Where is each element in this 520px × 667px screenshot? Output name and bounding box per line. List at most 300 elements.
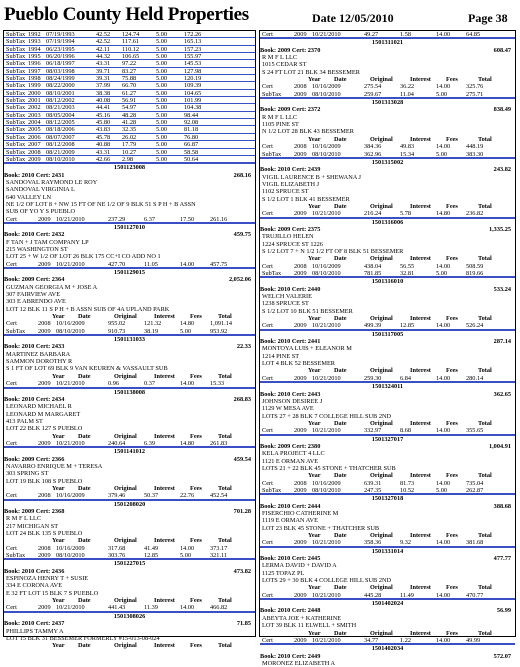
subtax-cell: 08/21/2003 <box>46 104 75 112</box>
cert-cell: 639.31 <box>364 479 382 487</box>
record-amount: 608.47 <box>493 46 511 54</box>
cert-cell: 11.05 <box>144 260 158 268</box>
certificate-values-row <box>260 83 515 90</box>
column-header-label: Year <box>52 597 65 605</box>
certificate-row <box>260 375 515 382</box>
cert-cell: 14.80 <box>436 210 451 218</box>
subtax-row <box>4 97 255 104</box>
column-header-label: Total <box>478 255 492 263</box>
owner-legal-line: MONTOYA LUIS + ELEANOR M <box>262 345 352 353</box>
column-header-label: Original <box>370 202 393 210</box>
subtax-row <box>4 46 255 53</box>
cert-cell: 427.70 <box>108 260 126 268</box>
cert-cell: Cert <box>6 260 17 268</box>
owner-legal-line: S 1/2 LOT 1 BLK 41 BESSEMER <box>262 195 350 203</box>
cert-cell: 10/21/2010 <box>56 215 85 223</box>
parcel-number: 1501327017 <box>260 435 515 443</box>
cert-cell: 0.96 <box>108 380 120 388</box>
owner-legal-line: NAVARRO ENRIQUE M + TERESA <box>6 462 103 470</box>
cert-cell: 910.73 <box>108 327 126 335</box>
column-header-label: Date <box>334 255 347 263</box>
column-header-label: Total <box>478 532 492 540</box>
column-header-label: Date <box>334 584 347 592</box>
column-header-label: Date <box>334 202 347 210</box>
cert-cell: 362.96 <box>364 150 382 158</box>
subtax-cell: 08/12/2005 <box>46 119 75 127</box>
owner-legal-line: S 24 FT LOT 21 BLK 34 BESSEMER <box>262 68 360 76</box>
column-header-label: Date <box>334 419 347 427</box>
subtax-cell: 06/20/1996 <box>46 53 75 61</box>
parcel-number: 1501315002 <box>260 158 515 166</box>
cert-cell: 14.00 <box>436 539 451 547</box>
subtax-cell: 106.65 <box>122 53 140 61</box>
column-header-label: Fees <box>190 372 202 380</box>
owner-legal-line: R M F L LLC <box>262 54 298 62</box>
cert-cell: 14.00 <box>436 83 451 91</box>
cert-cell: 11.04 <box>400 90 414 98</box>
subtax-row <box>4 68 255 75</box>
column-header-label: Fees <box>190 432 202 440</box>
cert-cell: 14.00 <box>436 374 451 382</box>
column-header-label: Total <box>478 135 492 143</box>
column-header-label: Date <box>334 472 347 480</box>
owner-legal-line: S 1/2 LOT 7 + N 1/2 1/2 FT OF 8 BLK 51 BESSEMER <box>262 247 404 255</box>
cert-cell: 508.59 <box>466 262 484 270</box>
subtax-cell: 06/23/1995 <box>46 45 75 53</box>
book-cert-label: Book: 2010 Cert: 2434 <box>4 395 65 403</box>
cert-cell: 49.83 <box>400 143 415 151</box>
column-header-label: Date <box>334 629 347 637</box>
cert-cell: Cert <box>262 83 273 91</box>
cert-cell: 6.39 <box>144 439 156 447</box>
subtax-cell: SubTax <box>6 67 26 75</box>
cert-cell: 438.04 <box>364 262 382 270</box>
cert-cell: 2009 <box>294 486 307 494</box>
book-cert-line <box>260 653 515 660</box>
cert-cell: 10/21/2010 <box>56 604 85 612</box>
cert-cell: 2009 <box>294 539 307 547</box>
cert-cell: 303.76 <box>108 552 126 560</box>
book-cert-line <box>4 568 255 575</box>
cert-cell: 5.00 <box>180 552 192 560</box>
subtax-cell: 43.83 <box>96 126 111 134</box>
subtax-cell: 157.23 <box>184 45 202 53</box>
subtax-cell: 5.00 <box>156 119 168 127</box>
subtax-cell: SubTax <box>6 45 26 53</box>
book-cert-label: Book: 2010 Cert: 2444 <box>260 502 321 510</box>
book-cert-line <box>4 456 255 463</box>
cert-cell: 12.85 <box>144 552 159 560</box>
cert-cell: 470.77 <box>466 591 484 599</box>
cert-cell: 08/10/2010 <box>312 150 341 158</box>
owner-legal-line: KELA PROJECT 4 LLC <box>262 450 325 458</box>
owner-legal-line: WELCH VALERIE <box>262 293 312 301</box>
subtax-cell: 92.08 <box>184 119 199 127</box>
cert-cell: 10/16/2009 <box>312 143 341 151</box>
subtax-cell: 127.98 <box>184 67 202 75</box>
column-header-label: Fees <box>446 532 458 540</box>
parcel-number: 1501324011 <box>260 382 515 390</box>
owner-legal-line: 1129 W MESA AVE <box>262 405 314 413</box>
subtax-cell: 5.00 <box>156 126 168 134</box>
owner-legal-line: S 1/2 LOT 10 BLK 51 BESSEMER <box>262 307 353 315</box>
subtax-cell: 1994 <box>28 45 41 53</box>
column-header-label: Total <box>218 432 232 440</box>
certificate-row <box>260 151 515 158</box>
subtax-cell: 08/18/2006 <box>46 126 75 134</box>
parcel-number: 1501313028 <box>260 98 515 106</box>
subtax-cell: SubTax <box>6 104 26 112</box>
owner-legal-line: LOTS 21 + 22 BLK 45 STONE + THATCHER SUB <box>262 464 396 472</box>
column-header-label: Original <box>370 472 393 480</box>
cert-cell: 2009 <box>294 322 307 330</box>
certificate-row <box>260 91 515 98</box>
subtax-cell: 08/10/2010 <box>46 155 75 163</box>
cert-cell: 2008 <box>38 320 51 328</box>
parcel-number: 1501311021 <box>260 38 515 46</box>
column-header-label: Fees <box>446 315 458 323</box>
column-header-label: Interest <box>154 313 175 321</box>
owner-legal-line: GUZMAN GEORGIA M + JOSE A <box>6 283 98 291</box>
cert-cell: 452.54 <box>210 492 228 500</box>
column-header-row <box>260 76 515 83</box>
cert-cell: 5.00 <box>436 270 448 277</box>
subtax-cell: 44.32 <box>96 53 111 61</box>
cert-cell: 08/10/2010 <box>312 486 341 494</box>
cert-cell: 10/16/2009 <box>312 262 341 270</box>
cert-cell: 457.75 <box>210 260 228 268</box>
cert-cell: 10/16/2009 <box>312 479 341 487</box>
book-cert-line <box>4 172 255 179</box>
subtax-cell: SubTax <box>6 53 26 61</box>
column-header-label: Original <box>114 597 137 605</box>
subtax-cell: 44.41 <box>96 104 111 112</box>
subtax-cell: 98.44 <box>184 111 199 119</box>
owner-legal-line: 303 E ABRENDO AVE <box>6 298 66 306</box>
record-amount: 1,004.91 <box>488 442 511 450</box>
record-amount: 473.82 <box>233 567 251 575</box>
column-header-label: Year <box>308 367 321 375</box>
subtax-cell: 39.71 <box>96 67 111 75</box>
owner-legal-line: F TAN + J TAM COMPANY LP <box>6 238 89 246</box>
cert-cell: 49.27 <box>364 31 379 38</box>
column-header-row <box>260 420 515 427</box>
owner-legal-line: LOT 4 BLK 52 BESSEMER <box>262 360 336 368</box>
report-date: Date 12/05/2010 <box>312 11 394 25</box>
parcel-number: 1501141012 <box>4 447 255 455</box>
subtax-cell: 56.91 <box>122 97 137 105</box>
parcel-number: 1501131033 <box>4 335 255 343</box>
parcel-number: 1501227015 <box>4 559 255 567</box>
cert-cell: 332.97 <box>364 427 382 435</box>
cert-cell: 32.81 <box>400 270 415 277</box>
left-column-content <box>4 31 255 650</box>
subtax-cell: SubTax <box>6 82 26 90</box>
column-header-label: Interest <box>154 484 175 492</box>
subtax-cell: SubTax <box>6 75 26 83</box>
column-header-label: Interest <box>410 472 431 480</box>
cert-cell: 34.77 <box>364 636 379 644</box>
column-header-label: Fees <box>446 584 458 592</box>
column-header-label: Original <box>114 642 137 650</box>
owner-legal-line: LOT 24 BLK 135 S PUEBLO <box>6 530 83 538</box>
cert-cell: Cert <box>6 215 17 223</box>
subtax-cell: 17.79 <box>122 141 137 149</box>
subtax-cell: 39.31 <box>96 75 111 83</box>
cert-cell: 6.84 <box>400 374 412 382</box>
column-header-label: Original <box>370 367 393 375</box>
subtax-cell: 120.19 <box>184 75 202 83</box>
subtax-cell: SubTax <box>6 111 26 119</box>
certificate-row <box>4 552 255 559</box>
subtax-cell: SubTax <box>6 89 26 97</box>
subtax-cell: 58.58 <box>184 148 199 156</box>
cert-cell: 6.37 <box>144 215 156 223</box>
subtax-row <box>4 104 255 111</box>
subtax-cell: 40.88 <box>96 141 111 149</box>
column-header-label: Fees <box>446 135 458 143</box>
column-header-label: Date <box>78 313 91 321</box>
cert-cell: 5.00 <box>180 327 192 335</box>
cert-cell: 10/21/2010 <box>312 31 341 38</box>
cert-cell: 261.83 <box>210 439 228 447</box>
subtax-cell: 5.00 <box>156 111 168 119</box>
cert-cell: 10/16/2009 <box>312 83 341 91</box>
cert-cell: Cert <box>262 591 273 599</box>
book-cert-line <box>260 338 515 345</box>
book-cert-label: Book: 2009 Cert: 2366 <box>4 455 65 463</box>
subtax-cell: SubTax <box>6 148 26 156</box>
cert-cell: 8.68 <box>400 427 412 435</box>
cert-cell: 499.39 <box>364 322 382 330</box>
column-header-row <box>4 433 255 440</box>
column-header-label: Total <box>478 315 492 323</box>
cert-cell: 2009 <box>38 260 51 268</box>
certificate-row <box>260 539 515 546</box>
subtax-cell: 101.99 <box>184 97 202 105</box>
parcel-number: 1501308026 <box>4 612 255 620</box>
subtax-cell: 10.27 <box>122 148 137 156</box>
cert-cell: 10/16/2009 <box>56 320 85 328</box>
column-header-label: Interest <box>410 315 431 323</box>
column-header-row <box>260 532 515 539</box>
owner-legal-line: 334 E CORONA AVE <box>6 582 63 590</box>
book-cert-label: Book: 2010 Cert: 2443 <box>260 390 321 398</box>
cert-cell: Cert <box>6 439 17 447</box>
owner-legal-line: FISERCHIO CATHERINE M <box>262 510 339 517</box>
cert-cell: 08/10/2010 <box>312 90 341 98</box>
owner-legal-line: 1125 TOPAZ PL <box>262 569 305 577</box>
subtax-cell: 42.66 <box>96 155 111 163</box>
certificate-row <box>4 604 255 611</box>
column-header-label: Year <box>52 432 65 440</box>
column-header-label: Year <box>308 532 321 540</box>
cert-cell: Cert <box>262 143 273 151</box>
page-number: Page 38 <box>468 11 508 25</box>
cert-cell: 49.99 <box>466 636 481 644</box>
cert-cell: 466.82 <box>210 604 228 612</box>
subtax-row <box>4 53 255 60</box>
certificate-row <box>4 380 255 387</box>
column-header-label: Total <box>478 472 492 480</box>
subtax-cell: 43.31 <box>96 60 111 68</box>
cert-cell: 10/21/2010 <box>312 636 341 644</box>
cert-cell: 14.80 <box>180 320 195 328</box>
subtax-row <box>4 90 255 97</box>
book-cert-label: Book: 2010 Cert: 2436 <box>4 567 65 575</box>
owner-legal-line: LOT 25 + W 1/2 OF LOT 26 BLK 175 CC+I CO ADD NO 1 <box>6 253 161 261</box>
subtax-cell: 08/07/2007 <box>46 133 75 141</box>
owner-legal-line: 217 MICHIGAN ST <box>6 522 59 530</box>
record-amount: 268.83 <box>233 395 251 403</box>
subtax-cell: SubTax <box>6 141 26 149</box>
subtax-row <box>4 126 255 133</box>
owner-legal-line: R M F L LLC <box>6 515 42 523</box>
subtax-cell: 32.35 <box>122 126 137 134</box>
parcel-number: 1501316006 <box>260 218 515 226</box>
book-cert-line <box>260 503 515 510</box>
cert-cell: 5.00 <box>436 150 448 158</box>
owner-legal-line: SAMMON DOROTHY R <box>6 358 73 366</box>
owner-legal-line: SANDOVAL RAYMOND LE ROY <box>6 178 98 186</box>
owner-legal-line: 640 VALLEY LN <box>6 193 52 201</box>
column-header-row <box>4 373 255 380</box>
record-amount: 477.77 <box>493 555 511 563</box>
certificate-values-row <box>260 263 515 270</box>
column-header-label: Year <box>308 202 321 210</box>
book-cert-label: Book: 2009 Cert: 2372 <box>260 106 321 114</box>
book-cert-label: Book: 2010 Cert: 2449 <box>260 652 321 660</box>
certificate-row <box>260 270 515 277</box>
column-header-label: Total <box>218 642 232 650</box>
cert-cell: Cert <box>6 492 17 500</box>
owner-legal-line: S 1 FT OF LOT 69 BLK 9 VAN KEUREN & VASSAULT SUB <box>6 365 168 373</box>
cert-cell: 2009 <box>38 604 51 612</box>
subtax-row <box>4 119 255 126</box>
cert-cell: SubTax <box>262 486 282 494</box>
subtax-cell: 2000 <box>28 89 41 97</box>
subtax-row <box>4 60 255 67</box>
cert-cell: 2009 <box>294 210 307 218</box>
column-header-row <box>260 136 515 143</box>
subtax-cell: 5.00 <box>156 82 168 90</box>
column-header-label: Fees <box>446 367 458 375</box>
cert-cell: Cert <box>6 380 17 388</box>
cert-cell: 11.49 <box>400 591 414 599</box>
column-header-row <box>4 485 255 492</box>
cert-cell: 14.00 <box>436 427 451 435</box>
column-header-label: Year <box>308 76 321 84</box>
owner-legal-line: TRUJILLO HELEN <box>262 233 314 241</box>
cert-cell: 2008 <box>294 83 307 91</box>
subtax-row <box>4 112 255 119</box>
subtax-cell: 08/21/2009 <box>46 148 75 156</box>
book-cert-label: Book: 2010 Cert: 2448 <box>260 607 321 615</box>
book-cert-line <box>260 226 515 233</box>
subtax-cell: SubTax <box>6 38 26 46</box>
cert-cell: 10/16/2009 <box>56 492 85 500</box>
owner-legal-line: LOT 39 BLK 11 ELWELL + SMITH <box>262 622 357 630</box>
cert-cell: Cert <box>6 544 17 552</box>
cert-cell: 2009 <box>294 31 307 38</box>
book-cert-label: Book: 2010 Cert: 2431 <box>4 171 65 179</box>
column-header-row <box>260 630 515 637</box>
parcel-number: 1501123008 <box>4 163 255 171</box>
subtax-cell: 97.22 <box>122 60 137 68</box>
subtax-cell: 1998 <box>28 75 41 83</box>
certificate-row <box>260 31 515 38</box>
cert-cell: 448.19 <box>466 143 484 151</box>
owner-legal-line: ABEYTA JOE + KATHERINE <box>262 614 342 622</box>
cert-cell: 56.55 <box>400 262 415 270</box>
column-header-label: Total <box>218 484 232 492</box>
subtax-cell: 37.99 <box>96 82 111 90</box>
book-cert-label: Book: 2009 Cert: 2364 <box>4 276 65 284</box>
cert-cell: 38.19 <box>144 327 159 335</box>
subtax-cell: 5.00 <box>156 60 168 68</box>
column-header-label: Total <box>478 76 492 84</box>
subtax-cell: 5.00 <box>156 155 168 163</box>
owner-legal-line: 1119 E ORMAN AVE <box>262 517 318 525</box>
column-header-label: Total <box>218 597 232 605</box>
subtax-cell: 2002 <box>28 104 41 112</box>
subtax-cell: 1992 <box>28 31 41 38</box>
cert-cell: 5.78 <box>400 210 412 218</box>
subtax-cell: 2008 <box>28 148 41 156</box>
cert-cell: 36.22 <box>400 83 415 91</box>
column-header-row <box>260 255 515 262</box>
column-header-label: Date <box>334 532 347 540</box>
parcel-number: 1501127010 <box>4 223 255 231</box>
subtax-cell: 2001 <box>28 97 41 105</box>
owner-legal-line: LOT 23 BLK 45 STONE + THATCHER SUB <box>262 524 380 532</box>
column-header-label: Fees <box>190 537 202 545</box>
cert-cell: 317.68 <box>108 544 126 552</box>
column-header-label: Year <box>308 315 321 323</box>
record-amount: 268.16 <box>233 171 251 179</box>
subtax-cell: SubTax <box>6 155 26 163</box>
subtax-cell: 61.27 <box>122 89 137 97</box>
column-header-label: Year <box>308 135 321 143</box>
certificate-values-row <box>4 320 255 327</box>
subtax-cell: 5.00 <box>156 97 168 105</box>
owner-legal-line: 303 SPRING ST <box>6 470 49 478</box>
cert-cell: 216.24 <box>364 210 382 218</box>
column-header-label: Original <box>114 372 137 380</box>
cert-cell: SubTax <box>6 552 26 560</box>
column-header-label: Year <box>308 584 321 592</box>
subtax-cell: 2009 <box>28 155 41 163</box>
cert-cell: 14.00 <box>436 322 451 330</box>
subtax-cell: SubTax <box>6 60 26 68</box>
cert-cell: 2009 <box>294 591 307 599</box>
column-header-label: Interest <box>410 367 431 375</box>
subtax-cell: 5.00 <box>156 38 168 46</box>
cert-cell: 2008 <box>294 262 307 270</box>
cert-cell: 14.80 <box>180 439 195 447</box>
subtax-cell: 75.88 <box>122 75 137 83</box>
record-amount: 459.75 <box>233 231 251 239</box>
parcel-number: 1501402034 <box>260 644 515 652</box>
column-header-label: Original <box>114 537 137 545</box>
cert-cell: 373.17 <box>210 544 228 552</box>
owner-legal-line: SANDOVAL VIRGINIA L <box>6 186 75 194</box>
cert-cell: Cert <box>262 427 273 435</box>
column-header-label: Interest <box>410 202 431 210</box>
cert-cell: 259.67 <box>364 90 382 98</box>
parcel-number: 1501402024 <box>260 599 515 607</box>
subtax-cell: 165.13 <box>184 38 202 46</box>
